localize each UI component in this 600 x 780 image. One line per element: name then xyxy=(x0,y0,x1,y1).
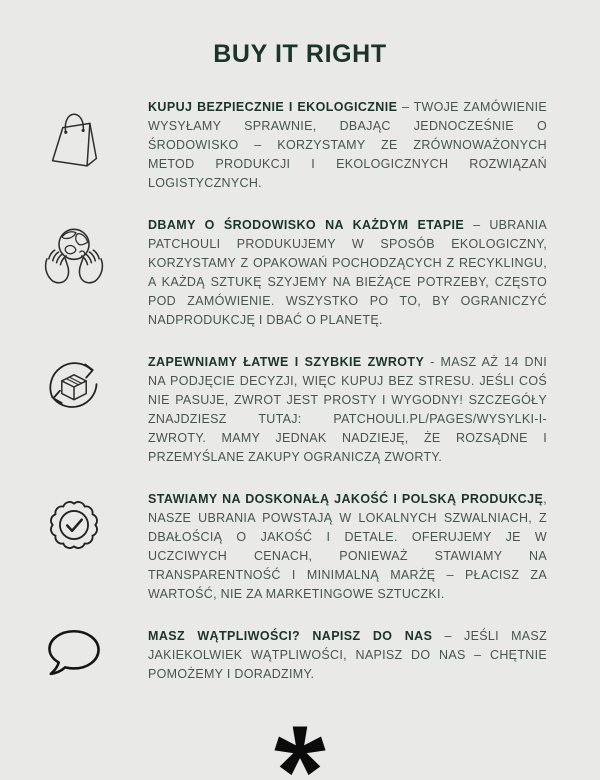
quality-badge-icon xyxy=(0,490,148,556)
item-heading: MASZ WĄTPLIWOŚCI? NAPISZ DO NAS xyxy=(148,629,433,643)
item-text xyxy=(148,353,547,467)
hands-holding-globe-icon xyxy=(0,216,148,284)
list-item xyxy=(0,216,600,330)
page-title: BUY IT RIGHT xyxy=(213,40,387,68)
item-heading: STAWIAMY NA DOSKONAŁĄ JAKOŚĆ I POLSKĄ PRODUKCJĘ xyxy=(148,492,544,506)
item-text xyxy=(148,98,547,193)
return-box-icon xyxy=(0,353,148,418)
list-item xyxy=(0,490,600,604)
item-text xyxy=(148,627,547,684)
item-text xyxy=(148,490,547,604)
list-item xyxy=(0,353,600,467)
item-body: - MASZ AŻ 14 DNI NA PODJĘCIE DECYZJI, WIĘC KUPUJ BEZ STRESU. JEŚLI COŚ NIE PASUJE, ZWROT JEST PROSTY I WYGODNY! SZCZEGÓŁY ZNAJDZIESZ TUTAJ: PATCHOULI.PL/PAGES/WYSYLKI-I-ZWROTY. MAMY JEDNAK NADZIEJĘ, ŻE ROZSĄDNE I PRZEMYŚLANE ZAKUPY OGRANICZĄ ZWORTY. xyxy=(148,355,547,464)
item-body: , NASZE UBRANIA POWSTAJĄ W LOKALNYCH SZWALNIACH, Z DBAŁOŚCIĄ O JAKOŚĆ I DETALE. OFERUJEMY JE W UCZCIWYCH CENACH, PONIEWAŻ STAWIAMY NA TRANSPARENTNOŚĆ I MINIMALNĄ MARŻĘ – PŁACISZ ZA WARTOŚĆ, NIE ZA MARKETINGOWE SZTUCZKI. xyxy=(148,492,547,601)
asterisk-icon xyxy=(0,720,600,780)
item-heading: KUPUJ BEZPIECZNIE I EKOLOGICZNIE xyxy=(148,100,398,114)
list-item xyxy=(0,98,600,193)
shopping-bag-icon xyxy=(0,98,148,172)
item-heading: DBAMY O ŚRODOWISKO NA KAŻDYM ETAPIE xyxy=(148,218,465,232)
item-body: – UBRANIA PATCHOULI PRODUKUJEMY W SPOSÓB EKOLOGICZNY, KORZYSTAMY Z OPAKOWAŃ POCHODZĄCYCH Z RECYKLINGU, A KAŻDĄ SZTUKĘ SZYJEMY NA BIEŻĄCE POTRZEBY, CZĘSTO POD ZAMÓWIENIE. WSZYSTKO PO TO, BY OGRANICZYĆ NADPRODUKCJĘ I DBAĆ O PLANETĘ. xyxy=(148,218,547,327)
speech-bubble-icon xyxy=(0,627,148,678)
item-body: – TWOJE ZAMÓWIENIE WYSYŁAMY SPRAWNIE, DBAJĄC JEDNOCZEŚNIE O ŚRODOWISKO – KORZYSTAMY ZE ZRÓWNOWAŻONYCH METOD PRODUKCJI I EKOLOGICZNYCH ROZWIĄZAŃ LOGISTYCZNYCH. xyxy=(148,100,547,190)
item-heading: ZAPEWNIAMY ŁATWE I SZYBKIE ZWROTY xyxy=(148,355,425,369)
item-body: – JEŚLI MASZ JAKIEKOLWIEK WĄTPLIWOŚCI, NAPISZ DO NAS – CHĘTNIE POMOŻEMY I DORADZIMY. xyxy=(148,629,547,681)
benefits-list xyxy=(0,98,600,684)
item-text xyxy=(148,216,547,330)
list-item xyxy=(0,627,600,684)
